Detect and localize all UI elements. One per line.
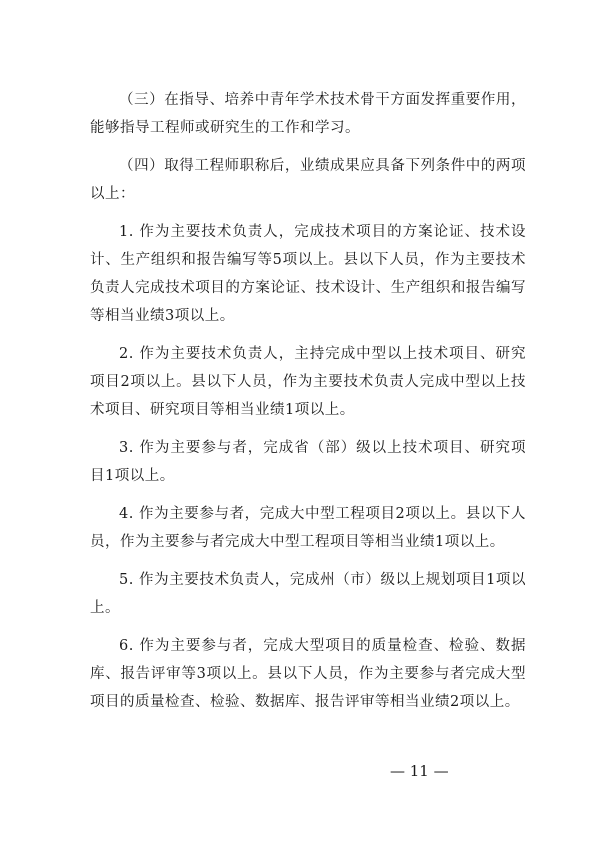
list-item-1: 1. 作为主要技术负责人，完成技术项目的方案论证、技术设计、生产组织和报告编写等5项以上。县以下人员，作为主要技术负责人完成技术项目的方案论证、技术设计、生产组织和报告编写等相当业绩3项以上。 xyxy=(90,224,526,324)
list-item-6: 6. 作为主要参与者，完成大型项目的质量检查、检验、数据库、报告评审等3项以上。县以下人员，作为主要参与者完成大型项目的质量检查、检验、数据库、报告评审等相当业绩2项以上。 xyxy=(90,638,526,710)
paragraph-item-3: （三）在指导、培养中青年学术技术骨干方面发挥重要作用，能够指导工程师或研究生的工作和学习。 xyxy=(90,92,526,136)
list-item-2: 2. 作为主要技术负责人，主持完成中型以上技术项目、研究项目2项以上。县以下人员，作为主要技术负责人完成中型以上技术项目、研究项目等相当业绩1项以上。 xyxy=(90,346,526,418)
document-body xyxy=(90,86,526,726)
paragraph-item-4: （四）取得工程师职称后，业绩成果应具备下列条件中的两项以上： xyxy=(90,158,526,202)
list-item-5: 5. 作为主要技术负责人，完成州（市）级以上规划项目1项以上。 xyxy=(90,572,526,616)
page-number: — 11 — xyxy=(390,762,449,780)
list-item-4: 4. 作为主要参与者，完成大中型工程项目2项以上。县以下人员，作为主要参与者完成大中型工程项目等相当业绩1项以上。 xyxy=(90,506,526,550)
list-item-3: 3. 作为主要参与者，完成省（部）级以上技术项目、研究项目1项以上。 xyxy=(90,440,526,484)
